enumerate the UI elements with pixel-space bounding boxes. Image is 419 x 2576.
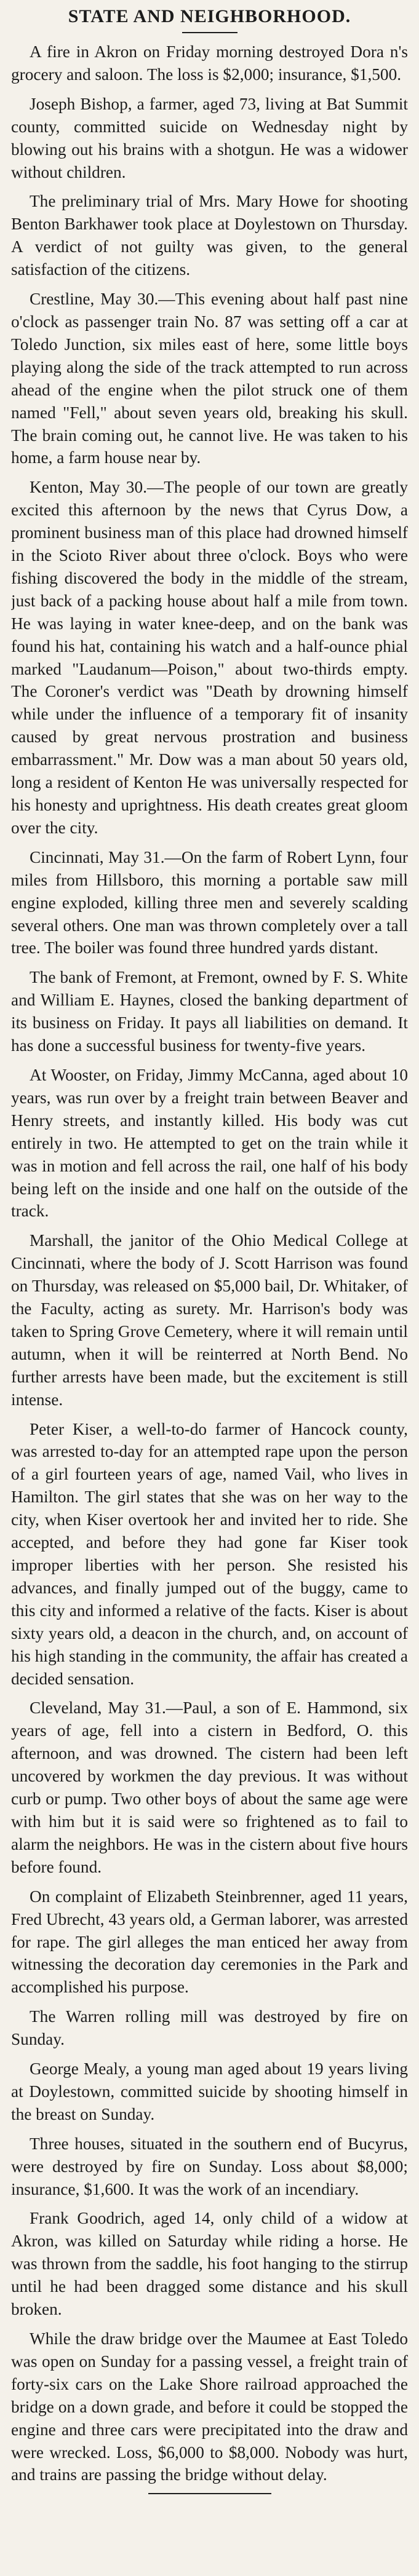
news-item-marshall-janitor: Marshall, the janitor of the Ohio Medical College at Cincinnati, where the body of J. Scott Harrison was found on Thursday, was released on $5,000 bail, Dr. Whitaker, of the Faculty, acting as surety. Mr. Harrison's body was taken to Spring Grove Cemetery, where it will remain until autumn, when it will be reinterred at North Bend. No further arrests have been made, but the excitement is still intense.: [11, 1231, 408, 1409]
news-item-fremont-bank: The bank of Fremont, at Fremont, owned by F. S. White and William E. Haynes, closed the banking department of its business on Friday. It pays all liabilities on demand. It has done a successful business for twenty-five years.: [11, 968, 408, 1055]
headline-rule: [182, 32, 237, 33]
newspaper-column: [11, 4, 408, 2572]
news-item-akron-fire: A fire in Akron on Friday morning destroyed Dora n's grocery and saloon. The loss is $2,000; insurance, $1,500.: [11, 42, 408, 84]
news-item-crestline: Crestline, May 30.—This evening about half past nine o'clock as passenger train No. 87 was setting off a car at Toledo Junction, six miles east of here, some little boys playing along the side of the track attempted to run across ahead of the engine when the pilot struck one of them named "Fell," about seven years old, breaking his skull. The brain coming out, he cannot live. He was taken to his home, a farm house near by.: [11, 290, 408, 467]
news-item-steinbrenner: On complaint of Elizabeth Steinbrenner, aged 11 years, Fred Ubrecht, 43 years old, a German laborer, was arrested for rape. The girl alleges the man enticed her away from witnessing the decoration day ceremonies in the Park and accomplished his purpose.: [11, 1887, 408, 1997]
news-item-wooster: At Wooster, on Friday, Jimmy McCanna, aged about 10 years, was run over by a freight train between Beaver and Henry streets, and instantly killed. His body was cut entirely in two. He attempted to get on the train while it was in motion and fell across the rail, one half of his body being left on the inside and one half on the outside of the track.: [11, 1065, 408, 1221]
news-item-cleveland-cistern: Cleveland, May 31.—Paul, a son of E. Hammond, six years of age, fell into a cistern in Bedford, O. this afternoon, and was drowned. The cistern had been left uncovered by workmen the day previous. It was without curb or pump. Two other boys of about the same age were with him but it is said were so frightened as to fail to alarm the neighbors. He was in the cistern about five hours before found.: [11, 1698, 408, 1876]
news-item-howe-trial: The preliminary trial of Mrs. Mary Howe for shooting Benton Barkhawer took place at Doylestown on Thursday. A verdict of not guilty was given, to the general satisfaction of the citizens.: [11, 192, 408, 279]
news-item-goodrich: Frank Goodrich, aged 14, only child of a widow at Akron, was killed on Saturday while riding a horse. He was thrown from the saddle, his foot hanging to the stirrup until he had been dragged some distance and his skull broken.: [11, 2209, 408, 2319]
news-item-kiser: Peter Kiser, a well-to-do farmer of Hancock county, was arrested to-day for an attempted rape upon the person of a girl fourteen years of age, named Vail, who lives in Hamilton. The girl states that she was on her way to the city, when Kiser overtook her and invited her to ride. She accepted, and before they had gone far Kiser took improper liberties with her person. She resisted his advances, and finally jumped out of the buggy, came to this city and informed a relative of the facts. Kiser is about sixty years old, a deacon in the church, and, on account of his high standing in the community, the affair has created a decided sensation.: [11, 1419, 408, 1688]
news-item-bishop-suicide: Joseph Bishop, a farmer, aged 73, living at Bat Summit county, committed suicide on Wednesday night by blowing out his brains with a shotgun. He was a widower without children.: [11, 94, 408, 181]
end-rule: [148, 2493, 271, 2494]
news-item-mealy: George Mealy, a young man aged about 19 years living at Doylestown, committed suicide by shooting himself in the breast on Sunday.: [11, 2059, 408, 2123]
news-item-kenton: Kenton, May 30.—The people of our town are greatly excited this afternoon by the news that Cyrus Dow, a prominent business man of this place had drowned himself in the Scioto River about three o'clock. Boys who were fishing discovered the body in the middle of the stream, just back of a packing house about half a mile from town. He was laying in water knee-deep, and on the bank was found his hat, containing his watch and a half-ounce phial marked "Laudanum—Poison," about two-thirds empty. The Coroner's verdict was "Death by drowning himself while under the influence of a temporary fit of insanity caused by great nervous prostration and business embarrassment." Mr. Dow was a man about 50 years old, long a resident of Kenton He was universally respected for his honesty and uprightness. His death creates great gloom over the city.: [11, 478, 408, 837]
column-headline: STATE AND NEIGHBORHOOD.: [68, 6, 351, 26]
news-item-cincinnati-explosion: Cincinnati, May 31.—On the farm of Robert Lynn, four miles from Hillsboro, this morning a portable saw mill engine exploded, killing three men and severely scalding several others. One man was thrown completely over a tall tree. The boiler was found three hundred yards distant.: [11, 847, 408, 957]
news-item-warren-mill: The Warren rolling mill was destroyed by fire on Sunday.: [11, 2007, 408, 2049]
news-item-bucyrus-fire: Three houses, situated in the southern end of Bucyrus, were destroyed by fire on Sunday. Loss about $8,000; insurance, $1,600. It was the work of an incendiary.: [11, 2134, 408, 2198]
news-item-toledo-bridge: While the draw bridge over the Maumee at East Toledo was open on Sunday for a passing vessel, a freight train of forty-six cars on the Lake Shore railroad approached the bridge on a down grade, and before it could be stopped the engine and three cars were precipitated into the draw and were wrecked. Loss, $6,000 to $8,000. Nobody was hurt, and trains are passing the bridge without delay.: [11, 2329, 408, 2484]
